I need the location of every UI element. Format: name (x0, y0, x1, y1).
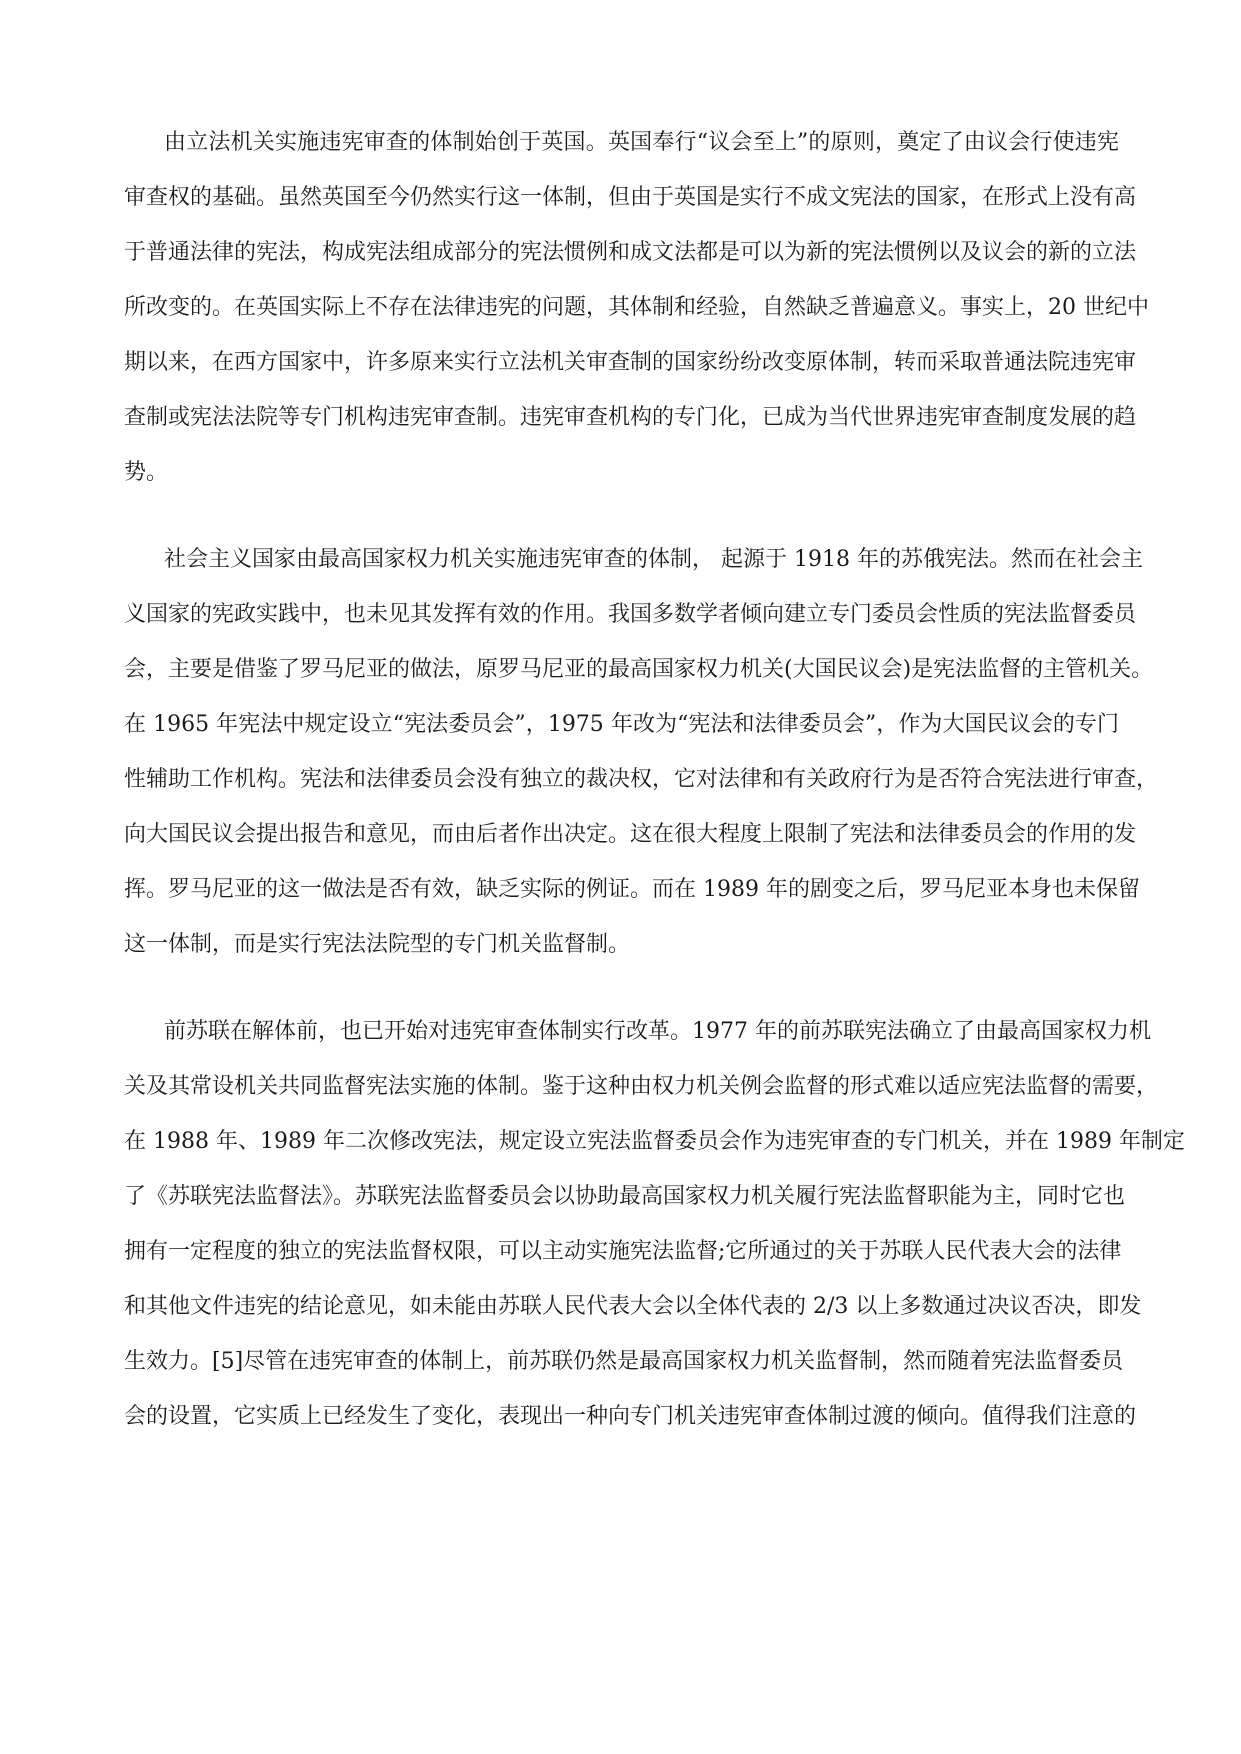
paragraph-line: 挥。罗马尼亚的这一做法是否有效，缺乏实际的例证。而在 1989 年的剧变之后，罗马尼亚本身也未保留 (124, 877, 1140, 902)
paragraph-line: 生效力。[5]尽管在违宪审查的体制上，前苏联仍然是最高国家权力机关监督制，然而随着宪法监督委员 (124, 1349, 1124, 1374)
paragraph-line: 关及其常设机关共同监督宪法实施的体制。鉴于这种由权力机关例会监督的形式难以适应宪法监督的需要， (124, 1074, 1159, 1099)
paragraph-line: 会的设置，它实质上已经发生了变化，表现出一种向专门机关违宪审查体制过渡的倾向。值得我们注意的 (124, 1404, 1137, 1429)
paragraph-line: 拥有一定程度的独立的宪法监督权限，可以主动实施宪法监督;它所通过的关于苏联人民代表大会的法律 (124, 1239, 1122, 1264)
paragraph-line: 在 1965 年宪法中规定设立“宪法委员会”，1975 年改为“宪法和法律委员会”，作为大国民议会的专门 (124, 712, 1119, 737)
paragraph-line: 查制或宪法法院等专门机构违宪审查制。违宪审查机构的专门化，已成为当代世界违宪审查制度发展的趋 (124, 405, 1137, 430)
paragraph-line: 所改变的。在英国实际上不存在法律违宪的问题，其体制和经验，自然缺乏普遍意义。事实上，20 世纪中 (124, 295, 1149, 320)
paragraph-line: 于普通法律的宪法，构成宪法组成部分的宪法惯例和成文法都是可以为新的宪法惯例以及议会的新的立法 (124, 240, 1137, 265)
paragraph-line: 期以来，在西方国家中，许多原来实行立法机关审查制的国家纷纷改变原体制，转而采取普通法院违宪审 (124, 350, 1137, 375)
paragraph-line: 这一体制，而是实行宪法法院型的专门机关监督制。 (124, 932, 631, 957)
paragraph-line: 审查权的基础。虽然英国至今仍然实行这一体制，但由于英国是实行不成文宪法的国家，在形式上没有高 (124, 185, 1137, 210)
paragraph-line: 会，主要是借鉴了罗马尼亚的做法，原罗马尼亚的最高国家权力机关(大国民议会)是宪法监督的主管机关。 (124, 657, 1154, 682)
paragraph-line: 社会主义国家由最高国家权力机关实施违宪审查的体制， 起源于 1918 年的苏俄宪法。然而在社会主 (164, 547, 1143, 572)
paragraph-line: 势。 (124, 460, 169, 485)
paragraph-line: 在 1988 年、1989 年二次修改宪法，规定设立宪法监督委员会作为违宪审查的专门机关，并在 1989 年制定 (124, 1129, 1185, 1154)
paragraph-line: 前苏联在解体前，也已开始对违宪审查体制实行改革。1977 年的前苏联宪法确立了由最高国家权力机 (164, 1019, 1151, 1044)
paragraph-line: 和其他文件违宪的结论意见，如未能由苏联人民代表大会以全体代表的 2/3 以上多数通过决议否决，即发 (124, 1294, 1142, 1319)
paragraph-line: 性辅助工作机构。宪法和法律委员会没有独立的裁决权，它对法律和有关政府行为是否符合宪法进行审查， (124, 767, 1159, 792)
paragraph-line: 由立法机关实施违宪审查的体制始创于英国。英国奉行“议会至上”的原则，奠定了由议会行使违宪 (164, 130, 1119, 155)
paragraph-line: 义国家的宪政实践中，也未见其发挥有效的作用。我国多数学者倾向建立专门委员会性质的宪法监督委员 (124, 602, 1137, 627)
paragraph-line: 了《苏联宪法监督法》。苏联宪法监督委员会以协助最高国家权力机关履行宪法监督职能为主，同时它也 (124, 1184, 1126, 1209)
paragraph-line: 向大国民议会提出报告和意见，而由后者作出决定。这在很大程度上限制了宪法和法律委员会的作用的发 (124, 822, 1137, 847)
